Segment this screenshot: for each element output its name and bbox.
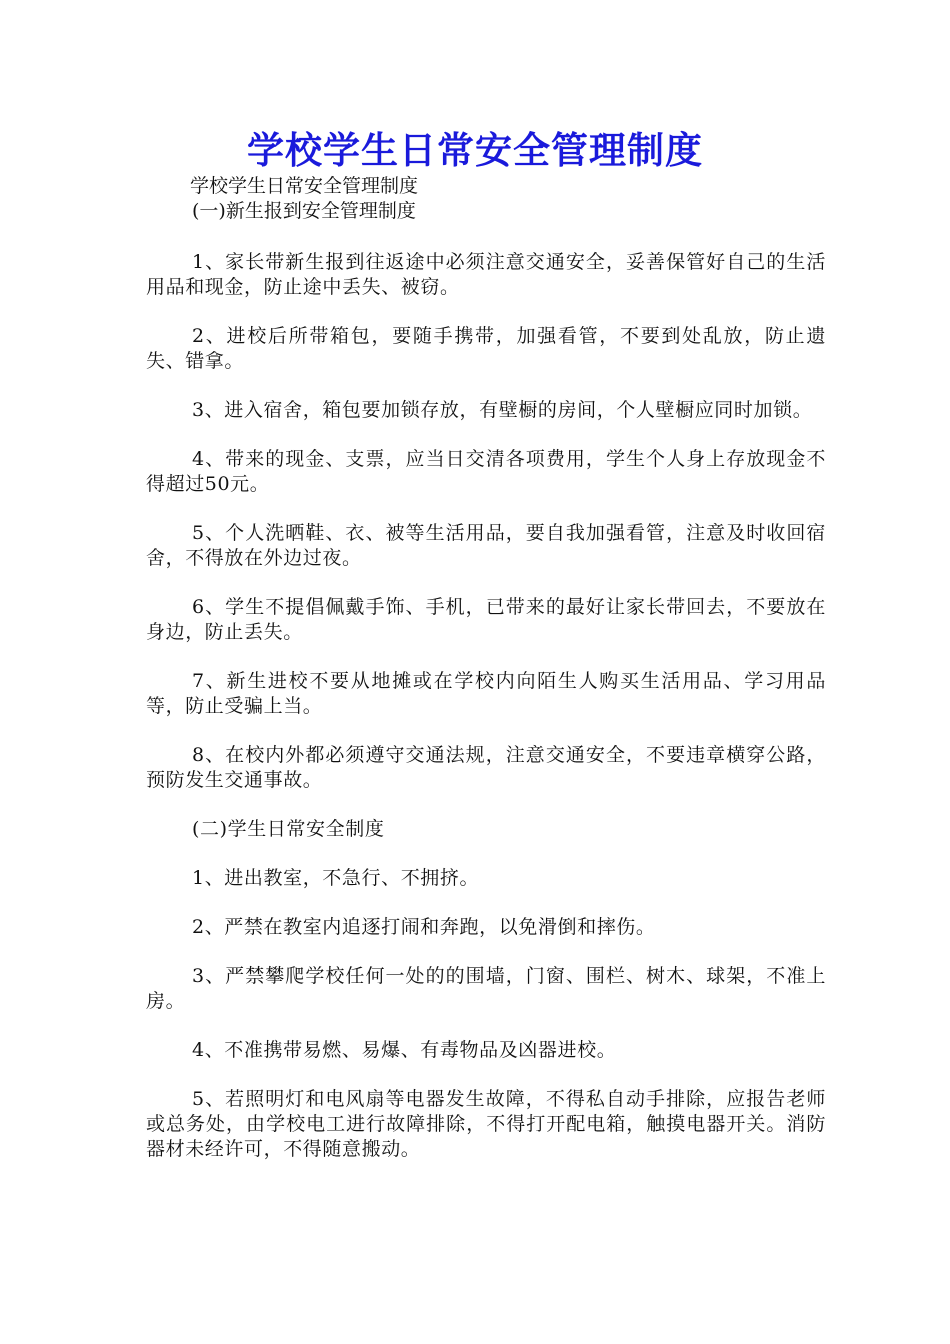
section-heading-2: (二)学生日常安全制度	[192, 818, 385, 840]
paragraph: 1、进出教室，不急行、不拥挤。	[192, 867, 480, 889]
paragraph: 5、个人洗晒鞋、衣、被等生活用品，要自我加强看管，注意及时收回宿舍，不得放在外边过夜。	[146, 522, 826, 569]
paragraph: 2、严禁在教室内追逐打闹和奔跑，以免滑倒和摔伤。	[192, 916, 656, 938]
paragraph: 5、若照明灯和电风扇等电器发生故障，不得私自动手排除，应报告老师或总务处，由学校电工进行故障排除，不得打开配电箱，触摸电器开关。消防器材未经许可，不得随意搬动。	[146, 1088, 826, 1160]
section-heading-1: (一)新生报到安全管理制度	[192, 200, 416, 222]
paragraph: 6、学生不提倡佩戴手饰、手机，已带来的最好让家长带回去，不要放在身边，防止丢失。	[146, 596, 826, 643]
paragraph: 4、不准携带易燃、易爆、有毒物品及凶器进校。	[192, 1039, 617, 1061]
paragraph: 4、带来的现金、支票，应当日交清各项费用，学生个人身上存放现金不得超过50元。	[146, 448, 826, 495]
paragraph: 1、家长带新生报到往返途中必须注意交通安全，妥善保管好自己的生活用品和现金，防止途中丢失、被窃。	[146, 251, 826, 298]
document-body	[146, 174, 826, 1181]
paragraph: 2、进校后所带箱包，要随手携带，加强看管，不要到处乱放，防止遗失、错拿。	[146, 325, 826, 372]
paragraph: 8、在校内外都必须遵守交通法规，注意交通安全，不要违章横穿公路，预防发生交通事故。	[146, 744, 826, 791]
document-subtitle: 学校学生日常安全管理制度	[190, 175, 419, 197]
paragraph: 3、进入宿舍，箱包要加锁存放，有壁橱的房间，个人壁橱应同时加锁。	[192, 399, 813, 421]
document-title: 学校学生日常安全管理制度	[247, 128, 703, 172]
paragraph: 7、新生进校不要从地摊或在学校内向陌生人购买生活用品、学习用品等，防止受骗上当。	[146, 670, 826, 717]
paragraph: 3、严禁攀爬学校任何一处的的围墙，门窗、围栏、树木、球架，不准上房。	[146, 965, 826, 1012]
